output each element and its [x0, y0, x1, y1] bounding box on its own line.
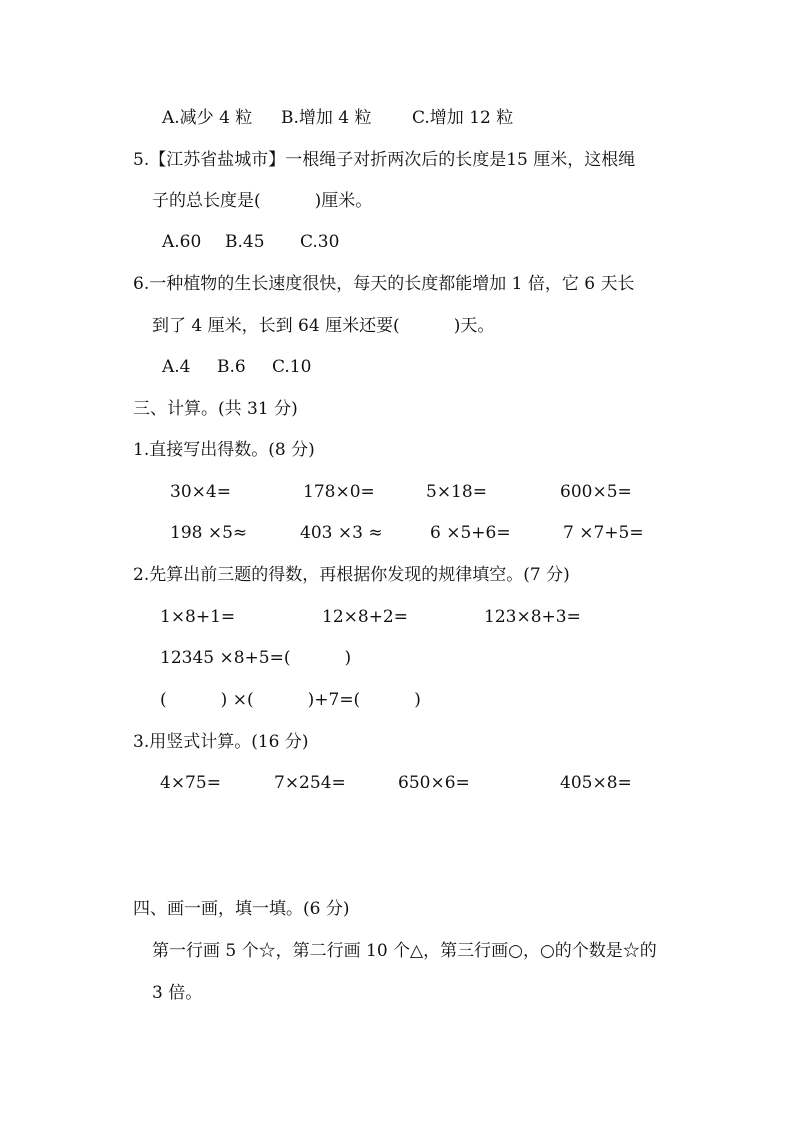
vertical-calc-item: 4×75=	[160, 773, 221, 793]
section-4-line-1: 第一行画 5 个☆，第二行画 10 个△，第三行画○，○的个数是☆的	[152, 941, 657, 961]
calc-item: 198 ×5≈	[170, 523, 248, 543]
q6-option-b: B.6	[217, 357, 246, 377]
pattern-item: 12×8+2=	[322, 607, 408, 627]
section-4-title: 四、画一画，填一填。(6 分)	[133, 899, 350, 919]
calc-item: 5×18=	[426, 482, 487, 502]
q6-option-c: C.10	[272, 357, 312, 377]
part-2-title: 2.先算出前三题的得数，再根据你发现的规律填空。(7 分)	[133, 565, 570, 585]
part-1-title: 1.直接写出得数。(8 分)	[133, 440, 315, 460]
q4-option-c: C.增加 12 粒	[412, 108, 514, 128]
q5-option-c: C.30	[300, 232, 340, 252]
pattern-line-2: 12345 ×8+5=( )	[160, 648, 352, 668]
calc-item: 7 ×7+5=	[563, 523, 644, 543]
q6-line-2: 到了 4 厘米，长到 64 厘米还要( )天。	[152, 316, 495, 336]
vertical-calc-item: 650×6=	[398, 773, 470, 793]
q6-line-1: 6.一种植物的生长速度很快，每天的长度都能增加 1 倍，它 6 天长	[133, 274, 635, 294]
pattern-item: 1×8+1=	[160, 607, 236, 627]
pattern-item: 123×8+3=	[484, 607, 581, 627]
q5-option-b: B.45	[225, 232, 265, 252]
q5-option-a: A.60	[162, 232, 202, 252]
part-3-title: 3.用竖式计算。(16 分)	[133, 732, 309, 752]
pattern-line-3: ( ) ×( )+7=( )	[160, 690, 421, 710]
section-3-title: 三、计算。(共 31 分)	[133, 399, 298, 419]
calc-item: 600×5=	[560, 482, 632, 502]
section-4-line-2: 3 倍。	[152, 983, 203, 1003]
vertical-calc-item: 405×8=	[560, 773, 632, 793]
q4-option-b: B.增加 4 粒	[281, 108, 372, 128]
calc-item: 178×0=	[303, 482, 375, 502]
calc-item: 6 ×5+6=	[430, 523, 511, 543]
calc-item: 403 ×3 ≈	[300, 523, 383, 543]
q5-line-1: 5.【江苏省盐城市】一根绳子对折两次后的长度是15 厘米，这根绳	[133, 150, 636, 170]
q6-option-a: A.4	[162, 357, 191, 377]
vertical-calc-item: 7×254=	[274, 773, 346, 793]
calc-item: 30×4=	[170, 482, 231, 502]
q4-option-a: A.减少 4 粒	[162, 108, 253, 128]
q5-line-2: 子的总长度是( )厘米。	[152, 191, 373, 211]
